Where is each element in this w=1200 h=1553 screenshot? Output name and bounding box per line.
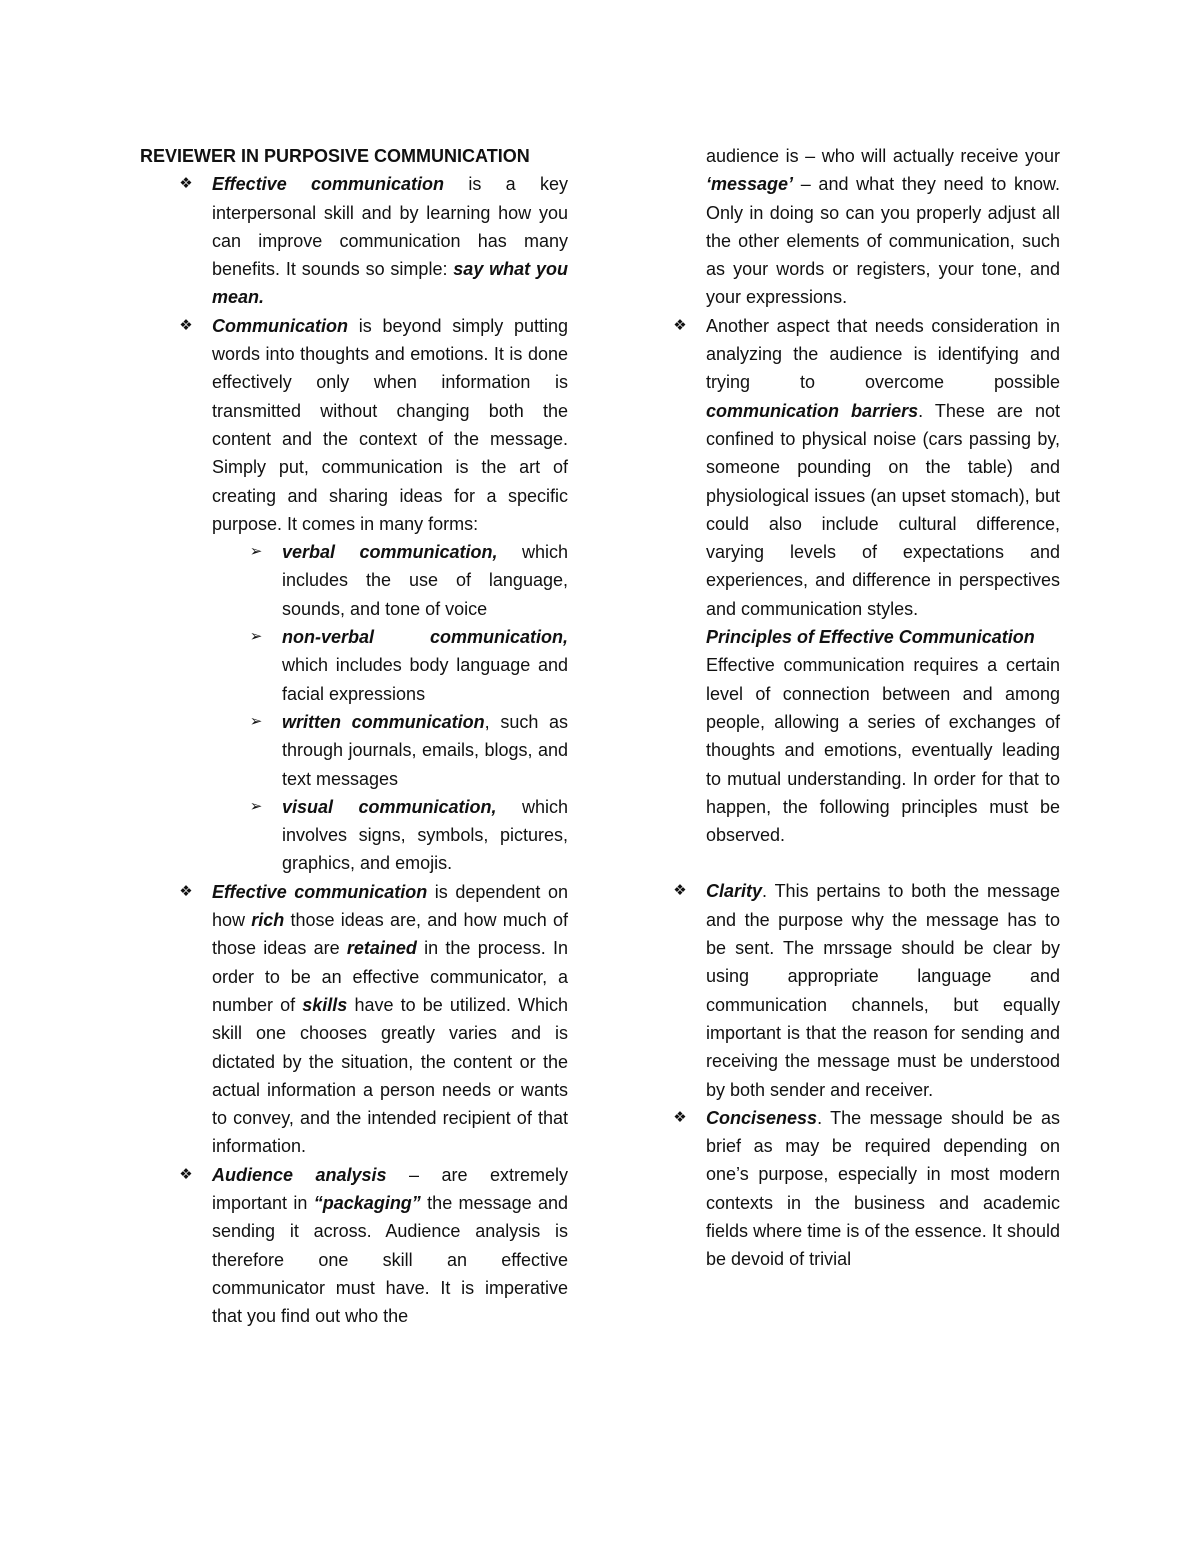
diamond-bullet-icon: ❖ bbox=[673, 882, 687, 900]
arrowhead-bullet-icon: ➢ bbox=[249, 712, 263, 730]
subbullet-non-verbal: ➢ non-verbal communication, which includes body language and facial expressions bbox=[140, 623, 568, 708]
document-title: REVIEWER IN PURPOSIVE COMMUNICATION bbox=[140, 146, 530, 166]
arrowhead-bullet-icon: ➢ bbox=[249, 543, 263, 561]
subbullet-verbal: ➢ verbal communication, which includes the use of language, sounds, and tone of voice bbox=[140, 538, 568, 623]
spacer bbox=[668, 849, 1060, 877]
diamond-bullet-icon: ❖ bbox=[179, 175, 193, 193]
section-heading-principles: Principles of Effective Communication bbox=[706, 627, 1035, 648]
bullet-effective-communication-dependent: ❖ Effective communication is dependent on how rich those ideas are, and how much of those ideas are retained in the process. In order to be an effective communicator, a number of skills have to be utilized. Which skill one chooses greatly varies and is dictated by the situation, the content or the actual information a person needs or wants to convey, and the intended recipient of that information. bbox=[140, 878, 568, 1161]
subbullet-written: ➢ written communication, such as through journals, emails, blogs, and text messages bbox=[140, 708, 568, 793]
left-column bbox=[140, 142, 568, 1330]
diamond-bullet-icon: ❖ bbox=[179, 316, 193, 334]
bullet-clarity: ❖ Clarity. This pertains to both the message and the purpose why the message has to be sent. The mrssage should be clear by using appropriate language and communication channels, but equally important is that the reason for sending and receiving the message must be understood by both sender and receiver. bbox=[668, 877, 1060, 1103]
diamond-bullet-icon: ❖ bbox=[179, 882, 193, 900]
paragraph-audience-continued: audience is – who will actually receive your ‘message’ – and what they need to know. Only in doing so can you properly adjust all the other elements of communication, such as your words or registers, your tone, and your expressions. bbox=[706, 146, 1060, 308]
bullet-effective-communication: ❖ Effective communication is a key interpersonal skill and by learning how you can improve communication has many benefits. It sounds so simple: say what you mean. bbox=[140, 170, 568, 311]
bullet-communication-barriers: ❖ Another aspect that needs consideration in analyzing the audience is identifying and trying to overcome possible communication barriers. These are not confined to physical noise (cars passing by, someone pounding on the table) and physiological issues (an upset stomach), but could also include cultural difference, varying levels of expectations and experiences, and difference in perspectives and communication styles. bbox=[668, 312, 1060, 623]
diamond-bullet-icon: ❖ bbox=[673, 316, 687, 334]
diamond-bullet-icon: ❖ bbox=[673, 1108, 687, 1126]
diamond-bullet-icon: ❖ bbox=[179, 1165, 193, 1183]
bullet-communication: ❖ Communication is beyond simply putting words into thoughts and emotions. It is done effectively only when information is transmitted without changing both the content and the context of the message. Simply put, communication is the art of creating and sharing ideas for a specific purpose. It comes in many forms: bbox=[140, 312, 568, 538]
bullet-audience-analysis: ❖ Audience analysis – are extremely important in “packaging” the message and sending it across. Audience analysis is therefore one skill an effective communicator must have. It is imperative that you find out who the bbox=[140, 1161, 568, 1331]
subbullet-visual: ➢ visual communication, which involves signs, symbols, pictures, graphics, and emojis. bbox=[140, 793, 568, 878]
paragraph-principles: Effective communication requires a certain level of connection between and among people, allowing a series of exchanges of thoughts and emotions, eventually leading to mutual understanding. In order for that to happen, the following principles must be observed. bbox=[706, 655, 1060, 846]
arrowhead-bullet-icon: ➢ bbox=[249, 797, 263, 815]
bullet-conciseness: ❖ Conciseness. The message should be as brief as may be required depending on one’s purpose, especially in most modern contexts in the business and academic fields where time is of the essence. It should be devoid of trivial bbox=[668, 1104, 1060, 1274]
right-column bbox=[668, 142, 1060, 1274]
arrowhead-bullet-icon: ➢ bbox=[249, 628, 263, 646]
